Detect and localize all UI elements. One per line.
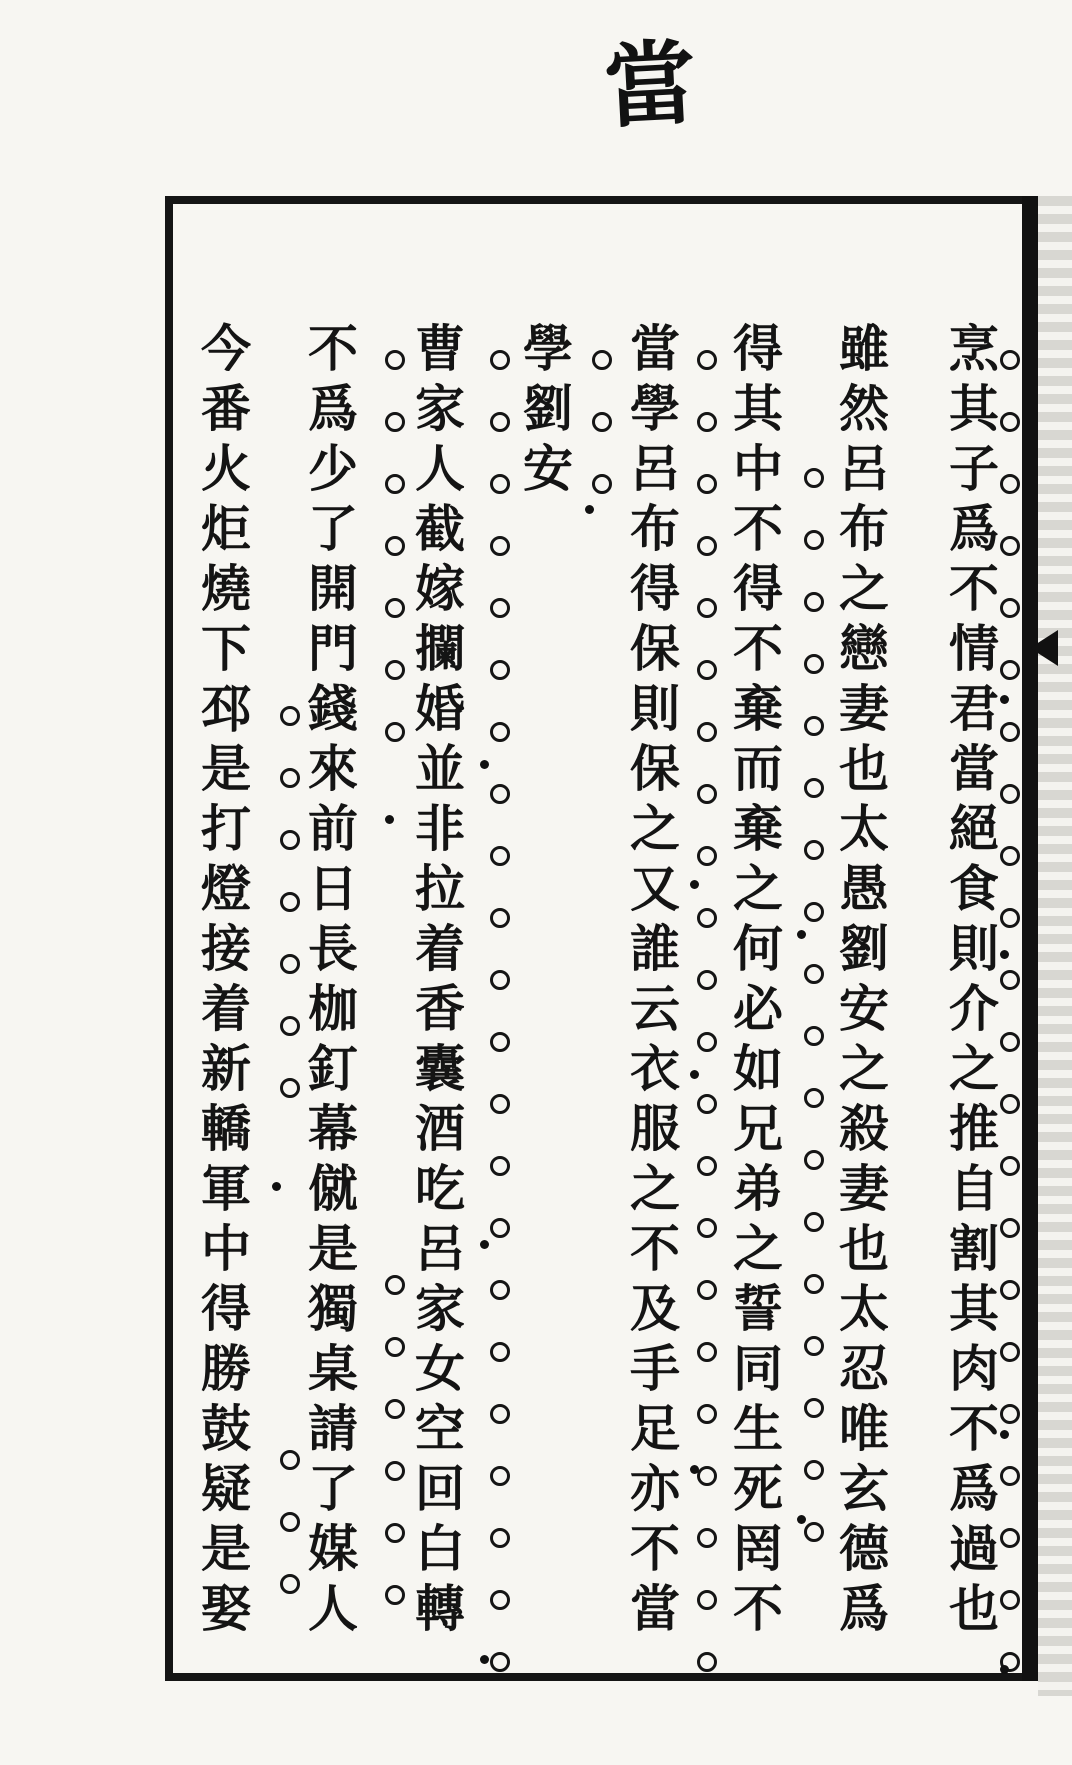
column-text: 學劉安: [515, 322, 574, 502]
ink-dot: [480, 1655, 489, 1664]
annotation-circles: [697, 350, 721, 1690]
fold-marker-icon: [1030, 630, 1058, 666]
ink-dot: [1000, 1665, 1009, 1674]
ink-dot: [1000, 695, 1009, 704]
ink-dot: [690, 880, 699, 889]
ink-dot: [272, 1182, 281, 1191]
ink-dot: [797, 930, 806, 939]
ink-dot: [1000, 950, 1009, 959]
column-text: 當學呂布得保則保之又誰云衣服之不及手足亦不當: [622, 322, 681, 1642]
ink-dot: [585, 505, 594, 514]
annotation-circles: [804, 468, 828, 1765]
column-text: 烹其子爲不情君當絕食則介之推自割其肉不爲過也: [941, 322, 1000, 1642]
ink-dot: [1000, 1430, 1009, 1439]
column-text: 今番火炬燒下邳是打燈接着新轎軍中得勝鼓疑是娶: [193, 322, 252, 1642]
text-column: [622, 322, 681, 1662]
text-column: [193, 322, 252, 1662]
ink-dot: [690, 1070, 699, 1079]
annotation-circles: [385, 1275, 409, 1765]
ink-dot: [385, 815, 394, 824]
text-column: [515, 322, 574, 1662]
column-text: 雖然呂布之戀妻也太愚劉安之殺妻也太忍唯玄德爲: [831, 322, 890, 1642]
text-column: [725, 322, 784, 1662]
text-column: [300, 322, 359, 1662]
column-text: 得其中不得不棄而棄之何必如兄弟之誓同生死罔不: [725, 322, 784, 1642]
ink-dot: [797, 1515, 806, 1524]
ink-dot: [480, 760, 489, 769]
page-header-glyph: 當: [601, 28, 699, 142]
text-column: [941, 322, 1000, 1662]
adjacent-page-edge: [1038, 196, 1072, 1696]
ink-dot: [690, 1465, 699, 1474]
annotation-circles: [592, 350, 616, 1690]
column-text: 不爲少了開門錢來前日長枷釘幕僦是獨桌請了媒人: [300, 322, 359, 1642]
annotation-circles: [490, 350, 514, 1690]
text-column: [407, 322, 466, 1662]
ink-dot: [480, 1240, 489, 1249]
text-column: [831, 322, 890, 1662]
column-text: 曹家人截嫁攔婚並非拉着香囊酒吃呂家女空回白轉: [407, 322, 466, 1642]
annotation-circles: [1000, 350, 1024, 1690]
annotation-circles: [280, 1450, 304, 1765]
frame-right-rule: [1022, 196, 1038, 1681]
